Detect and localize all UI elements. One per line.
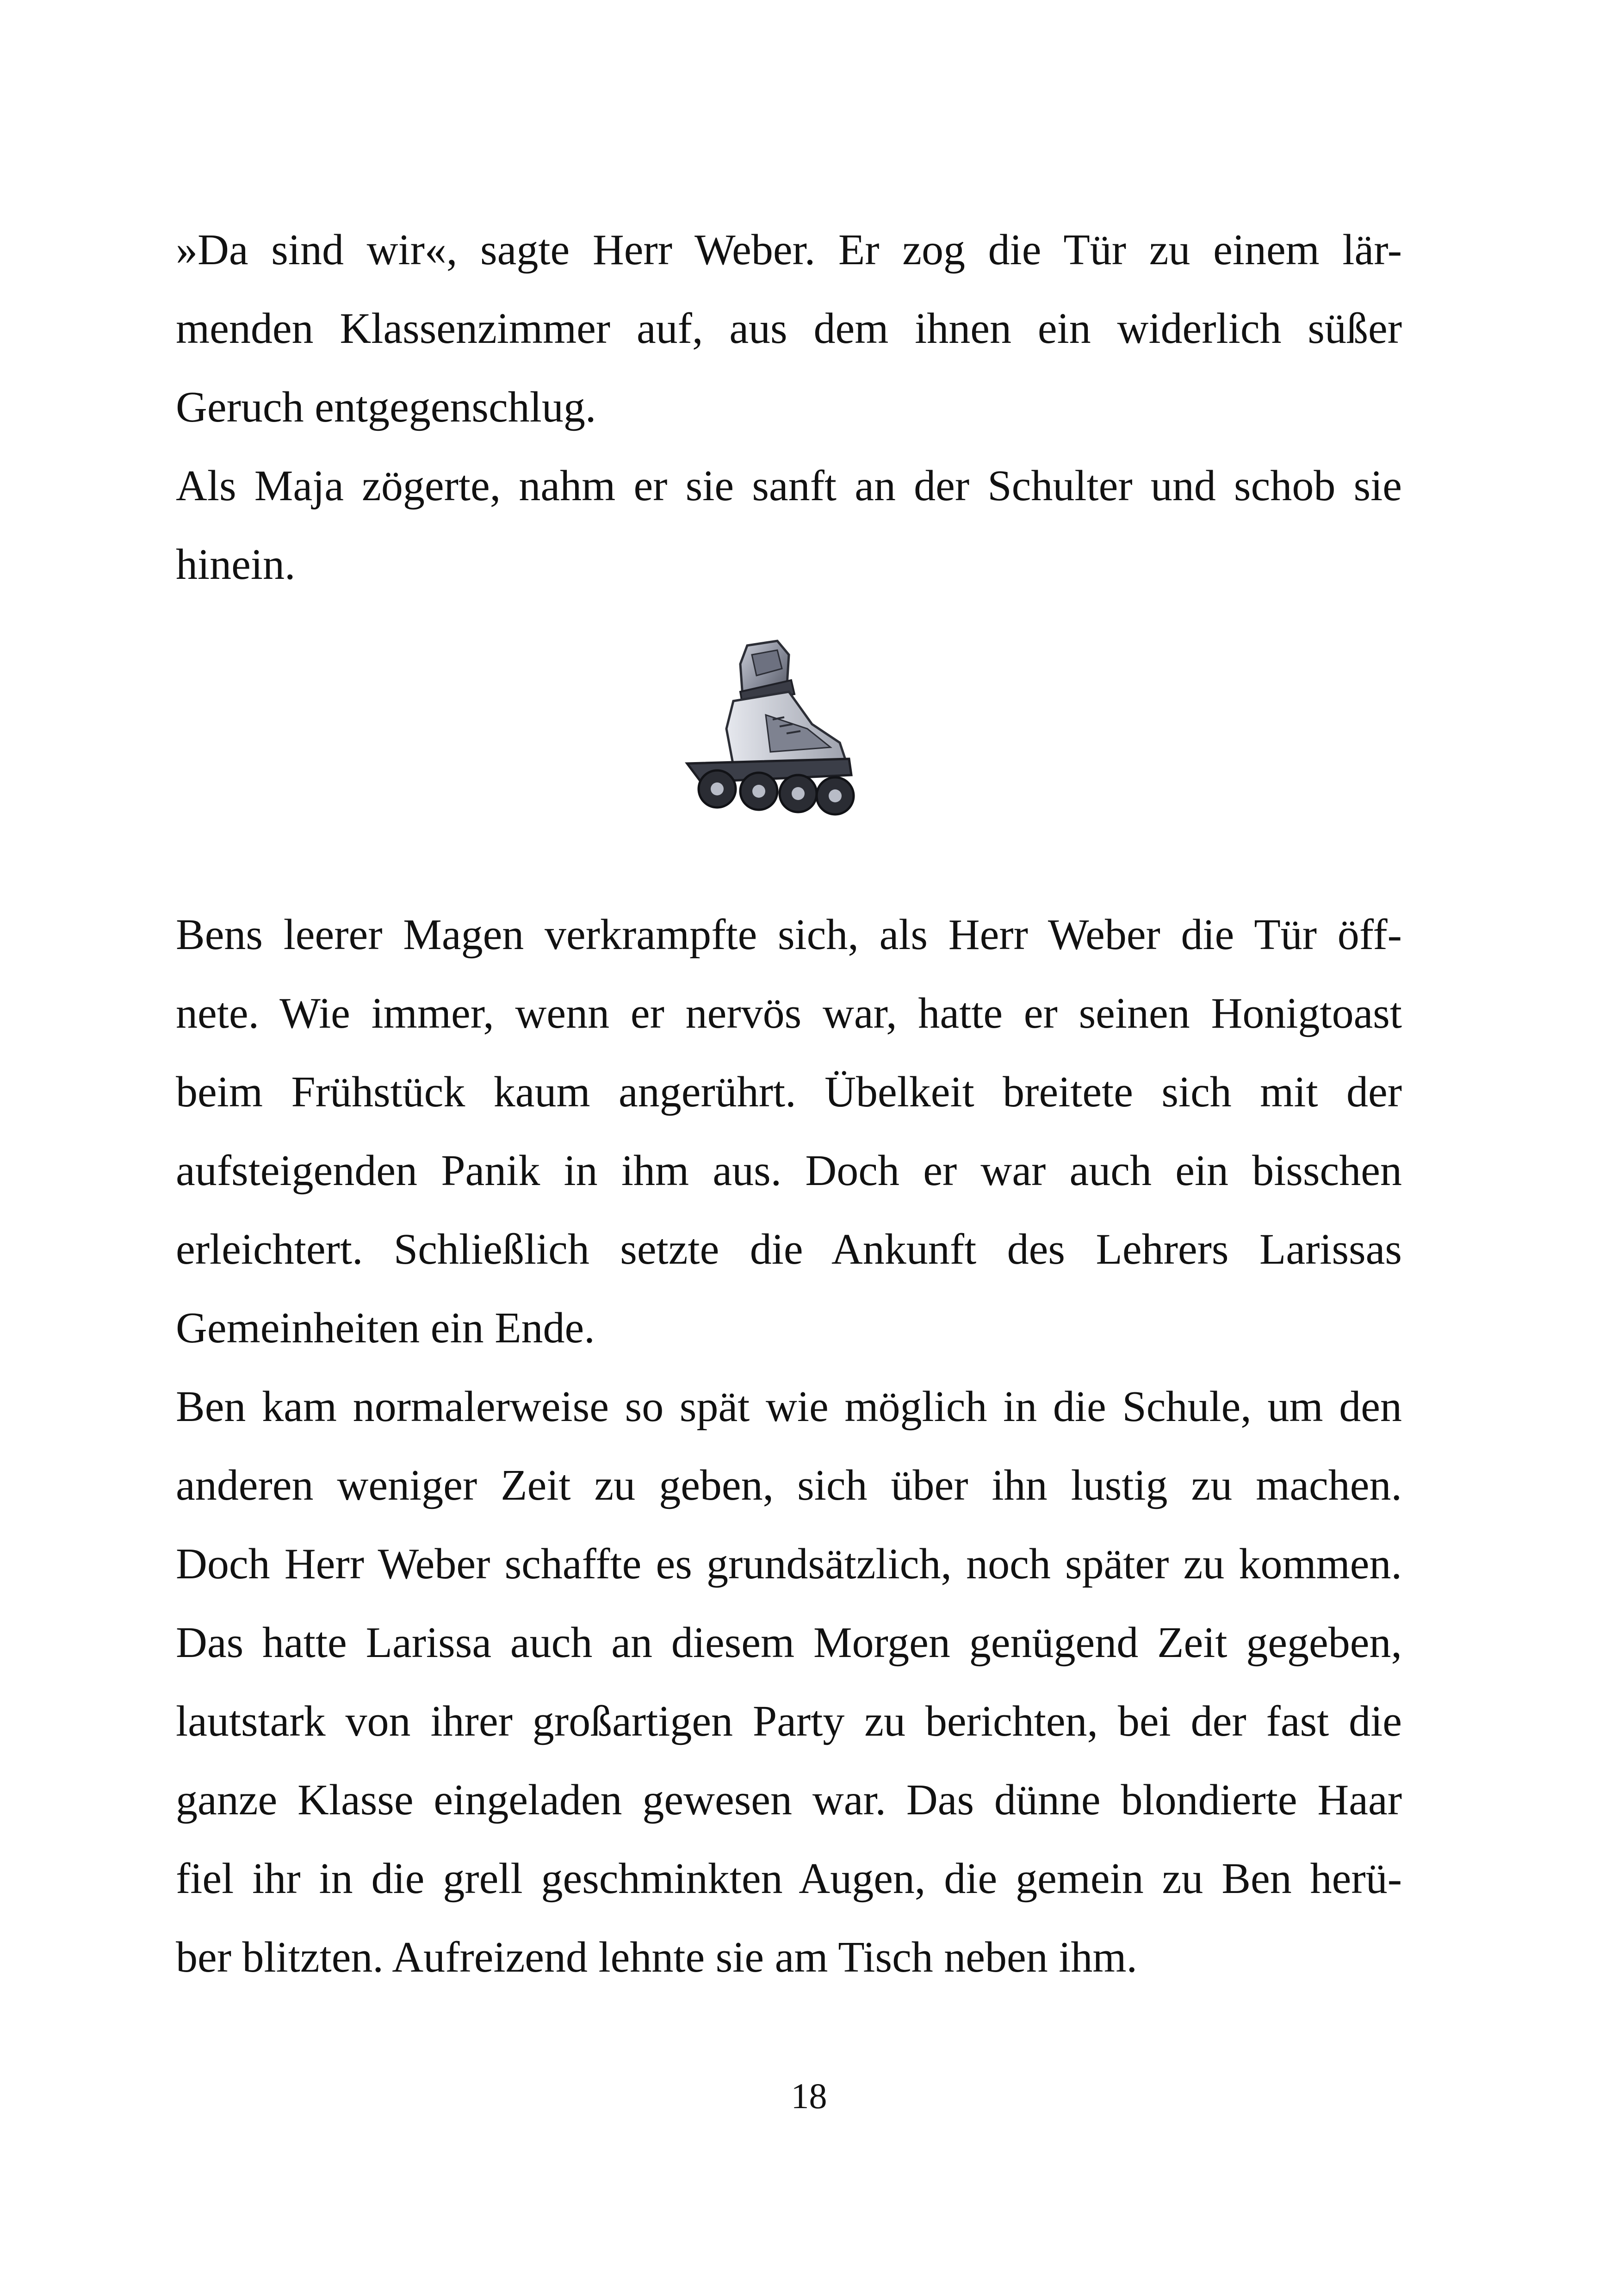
text-line: Gemeinheiten ein Ende. bbox=[176, 1304, 595, 1352]
text-line: lautstark von ihrer großartigen Party zu berichten, bei der fast die bbox=[176, 1697, 1402, 1745]
text-line: Geruch entgegenschlug. bbox=[176, 383, 596, 431]
text-line: nete. Wie immer, wenn er nervös war, hatte er seinen Honigtoast bbox=[176, 989, 1402, 1037]
text-line: »Da sind wir«, sagte Herr Weber. Er zog die Tür zu einem lär- bbox=[176, 226, 1402, 274]
text-line: Ben kam normalerweise so spät wie möglich in die Schule, um den bbox=[176, 1383, 1402, 1431]
text-block-top bbox=[176, 211, 1402, 604]
text-line: aufsteigenden Panik in ihm aus. Doch er war auch ein bisschen bbox=[176, 1147, 1402, 1195]
paragraph bbox=[176, 1367, 1402, 1997]
text-line: menden Klassenzimmer auf, aus dem ihnen ein widerlich süßer bbox=[176, 304, 1402, 353]
paragraph bbox=[176, 447, 1402, 604]
text-line: Doch Herr Weber schaffte es grundsätzlich, noch später zu kommen. bbox=[176, 1540, 1402, 1588]
text-line: beim Frühstück kaum angerührt. Übelkeit breitete sich mit der bbox=[176, 1068, 1402, 1116]
text-line: fiel ihr in die grell geschminkten Augen, die gemein zu Ben herü- bbox=[176, 1855, 1402, 1903]
text-line: erleichtert. Schließlich setzte die Ankunft des Lehrers Larissas bbox=[176, 1225, 1402, 1273]
paragraph bbox=[176, 895, 1402, 1367]
text-line: hinein. bbox=[176, 540, 296, 589]
paragraph bbox=[176, 211, 1402, 447]
text-line: Als Maja zögerte, nahm er sie sanft an der Schulter und schob sie bbox=[176, 462, 1402, 510]
text-line: Bens leerer Magen verkrampfte sich, als Herr Weber die Tür öff- bbox=[176, 911, 1402, 959]
text-line: anderen weniger Zeit zu geben, sich über ihn lustig zu machen. bbox=[176, 1461, 1402, 1509]
text-line: ganze Klasse eingeladen gewesen war. Das dünne blondierte Haar bbox=[176, 1776, 1402, 1824]
text-block-bottom bbox=[176, 895, 1402, 1997]
inline-skate-icon bbox=[673, 636, 868, 831]
page-number: 18 bbox=[791, 2076, 827, 2116]
text-line: Das hatte Larissa auch an diesem Morgen genügend Zeit gegeben, bbox=[176, 1619, 1402, 1667]
text-line: ber blitzten. Aufreizend lehnte sie am Tisch neben ihm. bbox=[176, 1933, 1137, 1981]
